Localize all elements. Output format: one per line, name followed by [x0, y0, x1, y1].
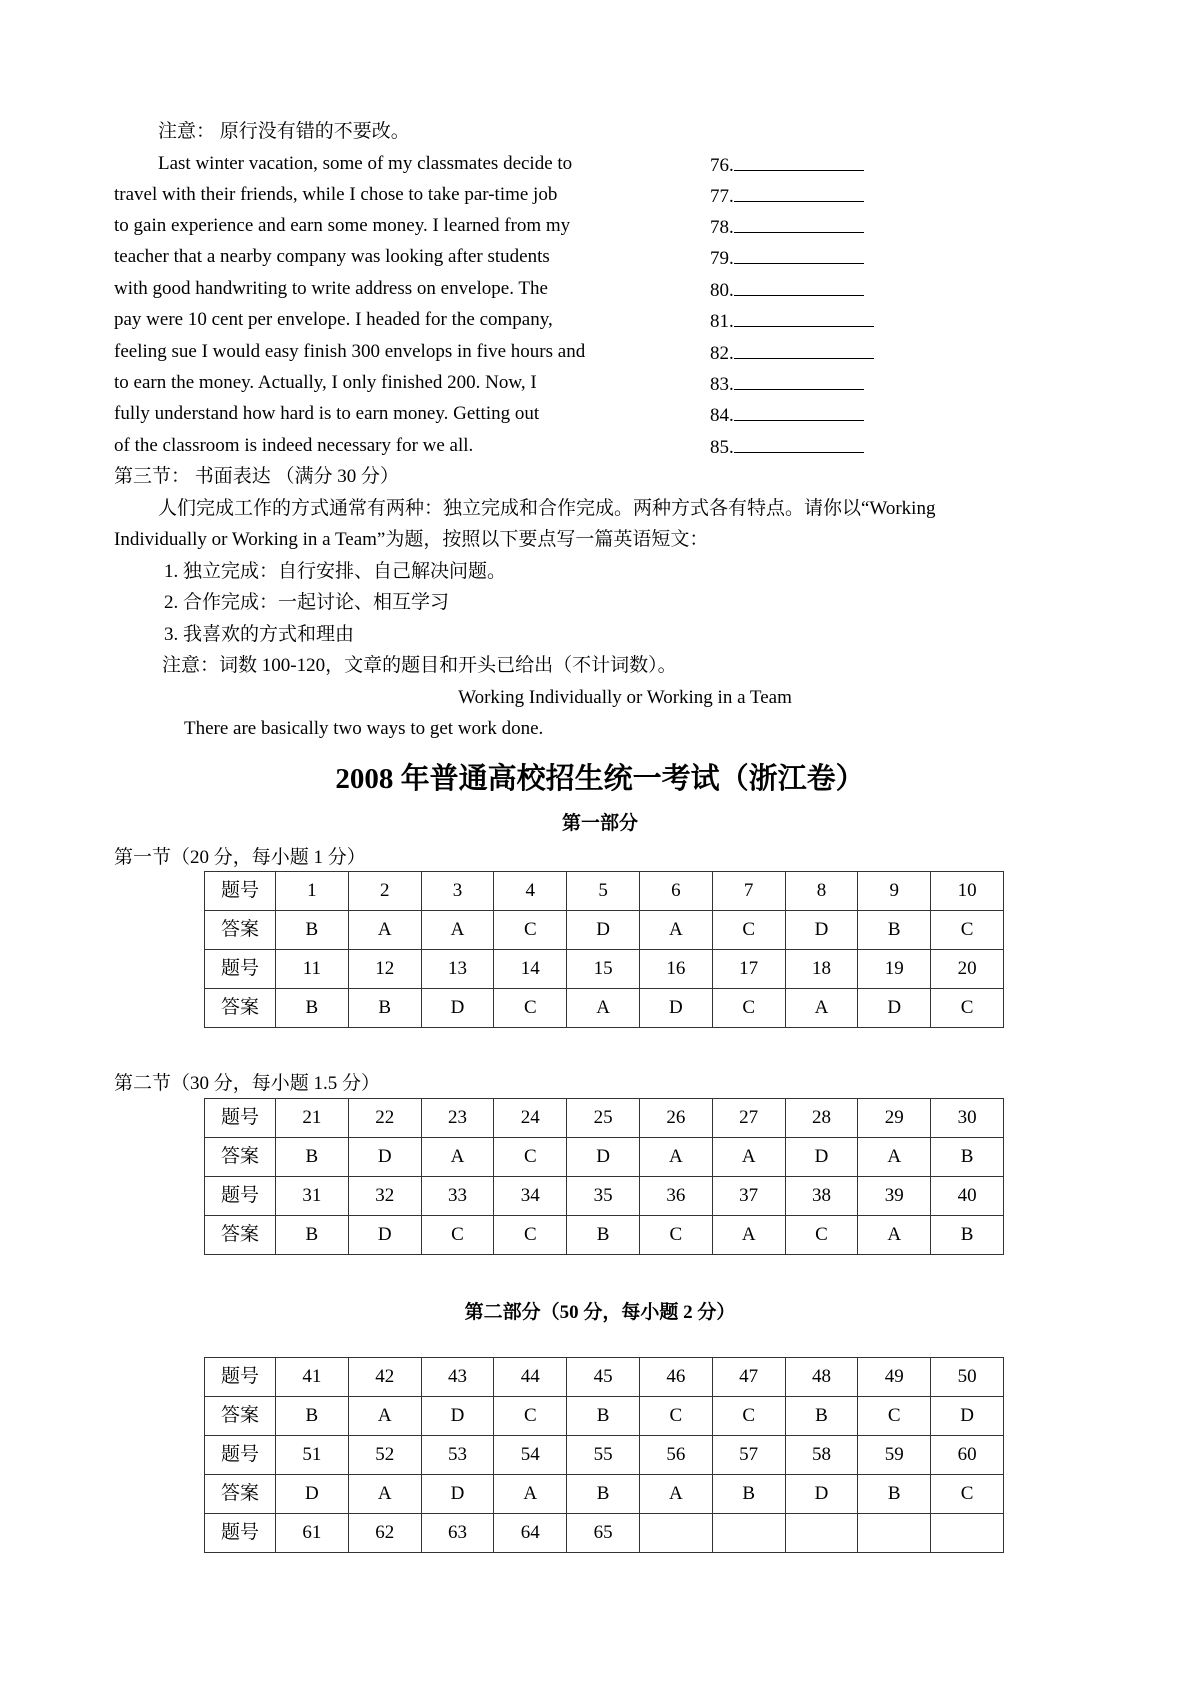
table-cell	[712, 1514, 785, 1553]
table-cell: B	[348, 989, 421, 1028]
answer-blank[interactable]	[710, 214, 864, 240]
table-cell: D	[931, 1397, 1004, 1436]
table-cell: 48	[785, 1358, 858, 1397]
answer-blank[interactable]	[710, 245, 864, 271]
blank-number: 76.	[710, 155, 734, 176]
table-cell: 10	[931, 872, 1004, 911]
table-cell: D	[567, 911, 640, 950]
table-cell: C	[931, 1475, 1004, 1514]
table-cell: B	[931, 1216, 1004, 1255]
writing-note: 注意：词数 100-120，文章的题目和开头已给出（不计词数）。	[162, 655, 677, 676]
table-cell: B	[567, 1216, 640, 1255]
table-cell: C	[785, 1216, 858, 1255]
correction-line: to earn the money. Actually, I only finished 200. Now, I	[114, 372, 537, 393]
blank-number: 82.	[710, 343, 734, 364]
correction-line: travel with their friends, while I chose to take par-time job	[114, 184, 558, 205]
table-cell: 11	[276, 950, 349, 989]
table-cell: A	[348, 911, 421, 950]
row-label: 题号	[205, 1358, 276, 1397]
table-cell: C	[494, 1138, 567, 1177]
table-cell: 28	[785, 1099, 858, 1138]
table-cell: A	[421, 1138, 494, 1177]
part1-title: 第一部分	[561, 813, 638, 834]
correction-note: 注意： 原行没有错的不要改。	[158, 121, 410, 142]
section1-label: 第一节（20 分，每小题 1 分）	[114, 847, 366, 868]
table-cell: 4	[494, 872, 567, 911]
table-cell: 20	[931, 950, 1004, 989]
table-cell: 64	[494, 1514, 567, 1553]
table-cell: C	[712, 1397, 785, 1436]
table-cell: D	[276, 1475, 349, 1514]
table-cell: A	[494, 1475, 567, 1514]
table-cell: 41	[276, 1358, 349, 1397]
table-cell: 22	[348, 1099, 421, 1138]
table-cell: 47	[712, 1358, 785, 1397]
table-cell: 26	[639, 1099, 712, 1138]
table-cell: 55	[567, 1436, 640, 1475]
table-cell: 53	[421, 1436, 494, 1475]
table-row	[205, 1138, 1004, 1177]
table-cell: A	[712, 1138, 785, 1177]
table-cell: C	[494, 1397, 567, 1436]
table-cell	[931, 1514, 1004, 1553]
table-cell: C	[494, 1216, 567, 1255]
table-cell: 65	[567, 1514, 640, 1553]
row-label: 答案	[205, 1397, 276, 1436]
table-cell: 5	[567, 872, 640, 911]
writing-heading: 第三节： 书面表达 （满分 30 分）	[114, 466, 400, 487]
table-cell: D	[785, 1475, 858, 1514]
table-row	[205, 872, 1004, 911]
table-cell: A	[712, 1216, 785, 1255]
correction-line: fully understand how hard is to earn money. Getting out	[114, 403, 540, 424]
row-label: 题号	[205, 1099, 276, 1138]
table-cell: A	[348, 1397, 421, 1436]
writing-prompt-line: Individually or Working in a Team”为题，按照以下要点写一篇英语短文：	[114, 529, 709, 550]
answer-table-part2	[204, 1357, 1004, 1553]
table-cell: 8	[785, 872, 858, 911]
table-cell: 6	[639, 872, 712, 911]
row-label: 答案	[205, 1475, 276, 1514]
table-cell: B	[785, 1397, 858, 1436]
table-cell: D	[785, 1138, 858, 1177]
table-cell: 30	[931, 1099, 1004, 1138]
table-cell	[858, 1514, 931, 1553]
table-row	[205, 989, 1004, 1028]
table-row	[205, 1216, 1004, 1255]
correction-line: Last winter vacation, some of my classmates decide to	[158, 153, 573, 174]
table-cell: C	[639, 1397, 712, 1436]
table-row	[205, 1436, 1004, 1475]
table-cell: 57	[712, 1436, 785, 1475]
table-row	[205, 1397, 1004, 1436]
table-cell: 40	[931, 1177, 1004, 1216]
table-cell: 13	[421, 950, 494, 989]
table-cell: B	[567, 1397, 640, 1436]
table-cell: B	[276, 1397, 349, 1436]
table-cell: B	[858, 911, 931, 950]
table-cell: B	[712, 1475, 785, 1514]
table-cell: 38	[785, 1177, 858, 1216]
answer-blank[interactable]	[710, 434, 864, 460]
table-cell: 7	[712, 872, 785, 911]
table-cell: B	[276, 1138, 349, 1177]
table-row	[205, 1177, 1004, 1216]
writing-prompt-line: 人们完成工作的方式通常有两种：独立完成和合作完成。两种方式各有特点。请你以“Working	[158, 498, 936, 519]
table-cell: 58	[785, 1436, 858, 1475]
blank-number: 80.	[710, 280, 734, 301]
answer-blank[interactable]	[710, 402, 864, 428]
table-cell: A	[639, 1475, 712, 1514]
answer-blank[interactable]	[710, 277, 864, 303]
answer-blank[interactable]	[710, 183, 864, 209]
table-cell: 14	[494, 950, 567, 989]
table-row	[205, 1099, 1004, 1138]
row-label: 答案	[205, 1138, 276, 1177]
table-cell: 29	[858, 1099, 931, 1138]
table-cell: D	[567, 1138, 640, 1177]
row-label: 答案	[205, 911, 276, 950]
table-cell: 49	[858, 1358, 931, 1397]
table-cell: 25	[567, 1099, 640, 1138]
table-cell: A	[785, 989, 858, 1028]
table-cell: B	[276, 1216, 349, 1255]
blank-number: 81.	[710, 311, 734, 332]
table-cell: 39	[858, 1177, 931, 1216]
blank-number: 79.	[710, 248, 734, 269]
table-cell: D	[858, 989, 931, 1028]
table-cell: C	[712, 989, 785, 1028]
table-cell: B	[276, 989, 349, 1028]
blank-number: 85.	[710, 437, 734, 458]
table-cell: 9	[858, 872, 931, 911]
part2-title: 第二部分（50 分，每小题 2 分）	[464, 1302, 736, 1323]
answer-blank[interactable]	[710, 340, 874, 366]
table-cell: 16	[639, 950, 712, 989]
writing-point: 3. 我喜欢的方式和理由	[164, 624, 355, 645]
row-label: 题号	[205, 1514, 276, 1553]
table-cell: 52	[348, 1436, 421, 1475]
table-cell: 42	[348, 1358, 421, 1397]
table-cell	[785, 1514, 858, 1553]
table-cell: B	[858, 1475, 931, 1514]
table-cell: 15	[567, 950, 640, 989]
section2-label: 第二节（30 分，每小题 1.5 分）	[114, 1073, 381, 1094]
correction-line: feeling sue I would easy finish 300 envelops in five hours and	[114, 341, 586, 362]
table-row	[205, 950, 1004, 989]
answer-blank[interactable]	[710, 371, 864, 397]
answer-key-title: 2008 年普通高校招生统一考试（浙江卷）	[335, 763, 865, 795]
table-cell: 19	[858, 950, 931, 989]
table-cell: C	[931, 911, 1004, 950]
table-cell: C	[639, 1216, 712, 1255]
table-cell: D	[421, 1475, 494, 1514]
table-cell: A	[858, 1216, 931, 1255]
answer-blank[interactable]	[710, 308, 874, 334]
writing-point: 1. 独立完成：自行安排、自己解决问题。	[164, 561, 507, 582]
blank-number: 83.	[710, 374, 734, 395]
table-cell: 61	[276, 1514, 349, 1553]
table-cell: 34	[494, 1177, 567, 1216]
answer-blank[interactable]	[710, 152, 864, 178]
table-cell: A	[567, 989, 640, 1028]
table-cell: D	[421, 1397, 494, 1436]
row-label: 题号	[205, 1436, 276, 1475]
writing-point: 2. 合作完成：一起讨论、相互学习	[164, 592, 450, 613]
table-cell: 35	[567, 1177, 640, 1216]
table-cell: 2	[348, 872, 421, 911]
blank-number: 84.	[710, 405, 734, 426]
table-cell: 37	[712, 1177, 785, 1216]
essay-title: Working Individually or Working in a Team	[458, 687, 792, 708]
table-row	[205, 1475, 1004, 1514]
table-cell: 1	[276, 872, 349, 911]
table-cell: 44	[494, 1358, 567, 1397]
table-cell: 12	[348, 950, 421, 989]
table-cell: D	[421, 989, 494, 1028]
table-cell: C	[421, 1216, 494, 1255]
correction-line: pay were 10 cent per envelope. I headed for the company,	[114, 309, 553, 330]
table-cell: A	[348, 1475, 421, 1514]
table-cell: 18	[785, 950, 858, 989]
table-cell: 54	[494, 1436, 567, 1475]
table-cell: 36	[639, 1177, 712, 1216]
table-cell: C	[494, 989, 567, 1028]
table-cell: 31	[276, 1177, 349, 1216]
blank-number: 78.	[710, 217, 734, 238]
table-cell: 32	[348, 1177, 421, 1216]
table-cell: D	[785, 911, 858, 950]
table-cell: 56	[639, 1436, 712, 1475]
table-row	[205, 1514, 1004, 1553]
table-cell: C	[858, 1397, 931, 1436]
table-cell	[639, 1514, 712, 1553]
table-row	[205, 1358, 1004, 1397]
table-cell: 46	[639, 1358, 712, 1397]
answer-table-section2	[204, 1098, 1004, 1255]
row-label: 题号	[205, 1177, 276, 1216]
table-cell: 3	[421, 872, 494, 911]
table-cell: A	[858, 1138, 931, 1177]
table-cell: 62	[348, 1514, 421, 1553]
table-cell: 43	[421, 1358, 494, 1397]
table-cell: B	[931, 1138, 1004, 1177]
table-cell: 27	[712, 1099, 785, 1138]
table-cell: C	[712, 911, 785, 950]
table-cell: C	[931, 989, 1004, 1028]
table-cell: A	[639, 1138, 712, 1177]
correction-line: teacher that a nearby company was looking after students	[114, 246, 550, 267]
row-label: 题号	[205, 872, 276, 911]
table-row	[205, 911, 1004, 950]
answer-table-section1	[204, 871, 1004, 1028]
table-cell: 33	[421, 1177, 494, 1216]
table-cell: 17	[712, 950, 785, 989]
table-cell: D	[348, 1138, 421, 1177]
correction-line: of the classroom is indeed necessary for we all.	[114, 435, 474, 456]
table-cell: B	[567, 1475, 640, 1514]
blank-number: 77.	[710, 186, 734, 207]
table-cell: 23	[421, 1099, 494, 1138]
table-cell: 51	[276, 1436, 349, 1475]
table-cell: 21	[276, 1099, 349, 1138]
table-cell: 60	[931, 1436, 1004, 1475]
table-cell: D	[639, 989, 712, 1028]
table-cell: C	[494, 911, 567, 950]
table-cell: A	[421, 911, 494, 950]
table-cell: B	[276, 911, 349, 950]
table-cell: 63	[421, 1514, 494, 1553]
table-cell: 50	[931, 1358, 1004, 1397]
table-cell: 59	[858, 1436, 931, 1475]
table-cell: 24	[494, 1099, 567, 1138]
table-cell: 45	[567, 1358, 640, 1397]
table-cell: D	[348, 1216, 421, 1255]
table-cell: A	[639, 911, 712, 950]
row-label: 答案	[205, 1216, 276, 1255]
row-label: 题号	[205, 950, 276, 989]
correction-line: to gain experience and earn some money. I learned from my	[114, 215, 571, 236]
row-label: 答案	[205, 989, 276, 1028]
correction-line: with good handwriting to write address on envelope. The	[114, 278, 548, 299]
essay-opening: There are basically two ways to get work done.	[184, 718, 544, 739]
